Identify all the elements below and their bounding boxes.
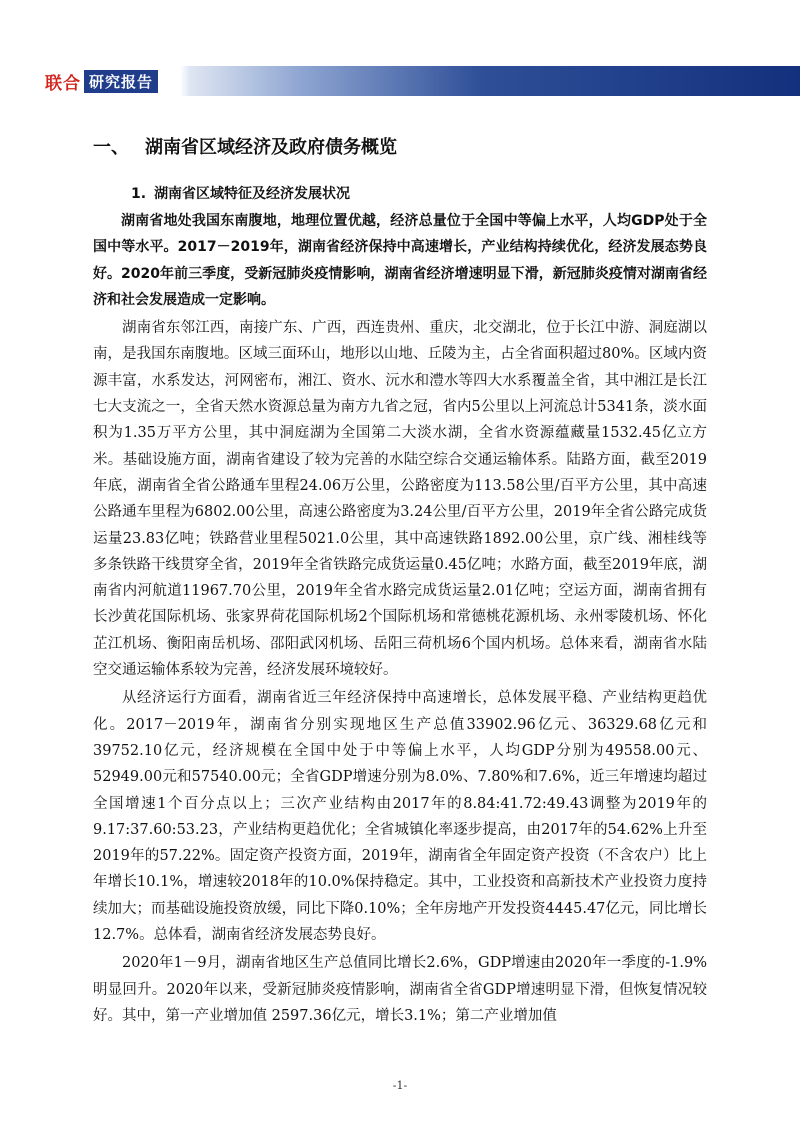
section-number: 一、 [93,137,129,158]
paragraph-economy: 从经济运行方面看，湖南省近三年经济保持中高速增长，总体发展平稳、产业结构更趋优化。2017－2019年，湖南省分别实现地区生产总值33902.96亿元、36329.68亿元和39752.10亿元，经济规模在全国中处于中等偏上水平，人均GDP分别为49558.00元、52949.00元和57540.00元；全省GDP增速分别为8.0%、7.80%和7.6%，近三年增速均超过全国增速1个百分点以上；三次产业结构由2017年的8.84:41.72:49.43调整为2019年的9.17:37.60:53.23，产业结构更趋优化；全省城镇化率逐步提高，由2017年的54.62%上升至2019年的57.22%。固定资产投资方面，2019年，湖南省全年固定资产投资（不含农户）比上年增长10.1%，增速较2018年的10.0%保持稳定。其中，工业投资和高新技术产业投资力度持续加大；而基础设施投资放缓，同比下降0.10%；全年房地产开发投资4445.47亿元，同比增长12.7%。总体看，湖南省经济发展态势良好。 [93,690,707,944]
logo-brand-text: 联合 [45,73,81,94]
section-title: 湖南省区域经济及政府债务概览 [145,137,397,158]
subsection-number: 1. [131,186,147,202]
page-number: -1- [392,1079,408,1092]
paragraph-geography: 湖南省东邻江西，南接广东、广西，西连贵州、重庆，北交湖北，位于长江中游、洞庭湖以南，是我国东南腹地。区域三面环山，地形以山地、丘陵为主，占全省面积超过80%。区域内资源丰富，水系发达，河网密布，湘江、资水、沅水和澧水等四大水系覆盖全省，其中湘江是长江七大支流之一，全省天然水资源总量为南方九省之冠，省内5公里以上河流总计5341条，淡水面积为1.35万平方公里，其中洞庭湖为全国第二大淡水湖，全省水资源蕴藏量1532.45亿立方米。基础设施方面，湖南省建设了较为完善的水陆空综合交通运输体系。陆路方面，截至2019年底，湖南省全省公路通车里程24.06万公里，公路密度为113.58公里/百平方公里，其中高速公路通车里程为6802.00公里，高速公路密度为3.24公里/百平方公里，2019年全省公路完成货运量23.83亿吨；铁路营业里程5021.0公里，其中高速铁路1892.00公里，京广线、湘桂线等多条铁路干线贯穿全省，2019年全省铁路完成货运量0.45亿吨；水路方面，截至2019年底，湖南省内河航道11967.70公里，2019年全省水路完成货运量2.01亿吨；空运方面，湖南省拥有长沙黄花国际机场、张家界荷花国际机场2个国际机场和常德桃花源机场、永州零陵机场、怀化芷江机场、衡阳南岳机场、邵阳武冈机场、岳阳三荷机场6个国内机场。总体来看，湖南省水陆空交通运输体系较为完善，经济发展环境较好。 [93,320,707,679]
subsection-heading [131,183,350,203]
section-heading [93,133,397,159]
subsection-title: 湖南省区域特征及经济发展状况 [154,186,351,202]
summary-paragraph: 湖南省地处我国东南腹地，地理位置优越，经济总量位于全国中等偏上水平，人均GDP处于全国中等水平。2017－2019年，湖南省经济保持中高速增长，产业结构持续优化，经济发展态势良好。2020年前三季度，受新冠肺炎疫情影响，湖南省经济增速明显下滑，新冠肺炎疫情对湖南省经济和社会发展造成一定影响。 [93,213,707,308]
paragraph-2020: 2020年1－9月，湖南省地区生产总值同比增长2.6%，GDP增速由2020年一季度的-1.9%明显回升。2020年以来，受新冠肺炎疫情影响，湖南省全省GDP增速明显下滑，但恢复情况较好。其中，第一产业增加值 2597.36亿元，增长3.1%；第二产业增加值 [93,955,707,1024]
body-text [93,208,707,1029]
logo-report-text: 研究报告 [84,70,158,93]
report-logo [45,70,158,92]
